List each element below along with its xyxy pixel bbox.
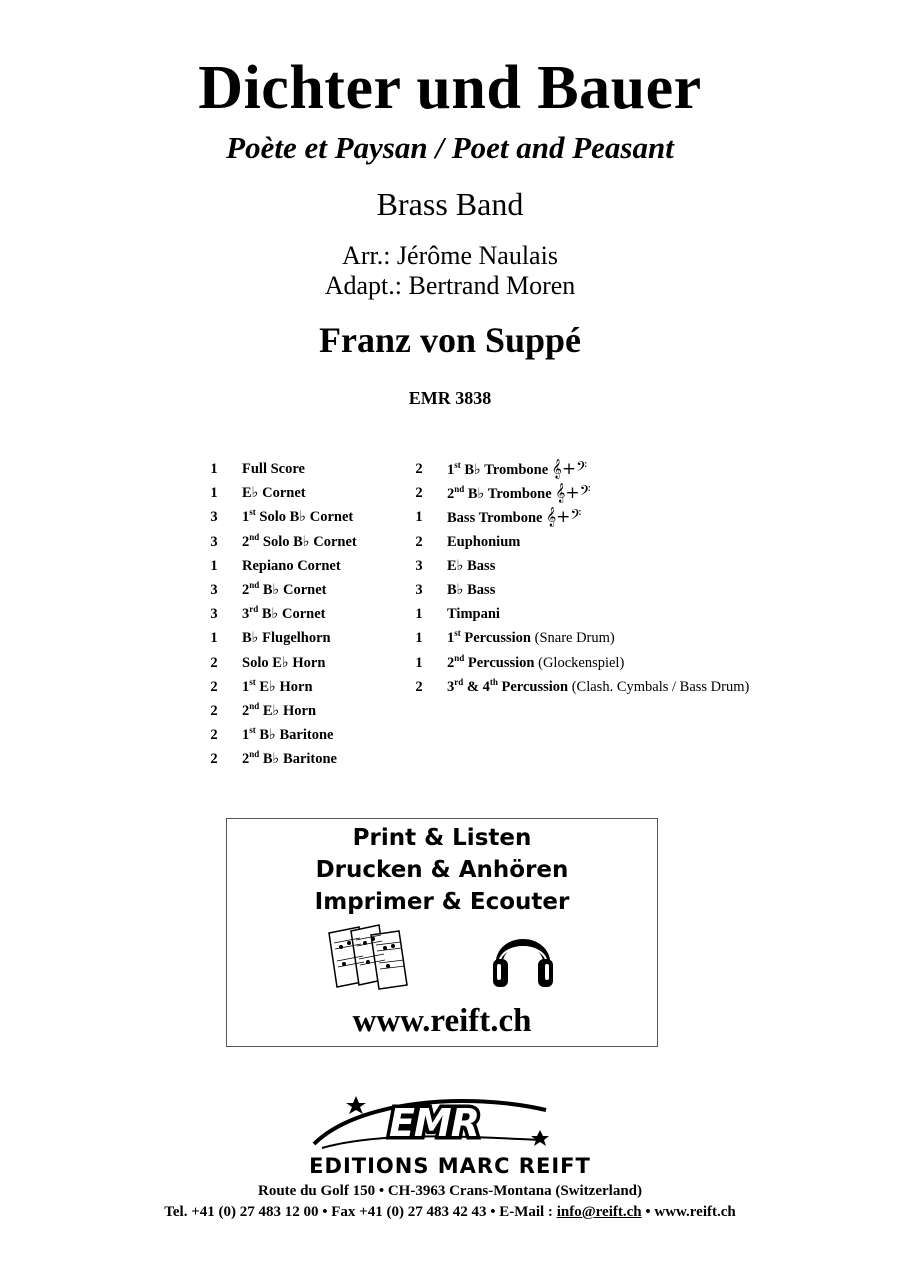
- publisher-address: Route du Golf 150 • CH-3963 Crans-Montana (Switzerland): [258, 1183, 642, 1199]
- part-quantity: 3: [415, 581, 423, 598]
- part-quantity: 1: [210, 557, 218, 574]
- part-ordinal-suffix: nd: [249, 579, 260, 590]
- part-name: [242, 457, 305, 481]
- adapter-credit: Adapt.: Bertrand Moren: [324, 271, 576, 300]
- part-ordinal-suffix: rd: [454, 676, 464, 687]
- part-quantity: 2: [415, 533, 423, 550]
- part-quantity: 2: [210, 654, 218, 671]
- part-name: [242, 626, 331, 650]
- promo-line-german: Drucken & Anhören: [315, 857, 569, 883]
- contact-website: • www.reift.ch: [641, 1204, 736, 1220]
- part-ordinal: 2: [242, 581, 250, 598]
- part-instrument: B♭ Baritone: [259, 727, 334, 744]
- part-instrument: Full Score: [242, 461, 305, 477]
- sheet-music-icon: [325, 923, 409, 993]
- promo-website-link[interactable]: www.reift.ch: [352, 1003, 532, 1039]
- part-note: (Snare Drum): [534, 630, 615, 647]
- part-ordinal-suffix: st: [249, 725, 256, 736]
- part-quantity: 2: [210, 678, 218, 695]
- part-ordinal-suffix: nd: [249, 700, 260, 711]
- part-ordinal: 1: [242, 509, 250, 526]
- part-quantity: 2: [210, 702, 218, 719]
- clef-icon: 𝄞+𝄢: [546, 507, 582, 528]
- part-ordinal: 4: [482, 678, 490, 695]
- print-listen-box: [226, 818, 658, 1047]
- part-ordinal: 2: [447, 654, 455, 671]
- part-quantity: 2: [210, 727, 218, 744]
- part-ordinal-suffix: st: [454, 460, 461, 470]
- clef-icon: 𝄞+𝄢: [555, 483, 591, 504]
- part-instrument: Solo B♭ Cornet: [262, 533, 357, 550]
- part-ordinal-suffix: nd: [454, 652, 465, 663]
- part-ordinal: 3: [447, 678, 455, 695]
- part-ordinal-suffix: st: [454, 628, 461, 639]
- part-name: 3rd & 4th Percussion (Clash. Cymbals / Bass Drum): [447, 676, 750, 695]
- part-instrument: E♭ Bass: [447, 557, 496, 574]
- part-ordinal: 2: [242, 533, 250, 550]
- arranger-credit: Arr.: Jérôme Naulais: [342, 241, 558, 270]
- emr-logo: [308, 1092, 558, 1154]
- promo-line-french: Imprimer & Ecouter: [314, 889, 570, 915]
- part-ordinal-suffix: rd: [249, 604, 259, 615]
- part-ordinal: 1: [242, 727, 250, 744]
- part-name: [242, 675, 313, 699]
- part-instrument: B♭ Cornet: [262, 581, 327, 598]
- ensemble-label: Brass Band: [376, 186, 524, 222]
- clef-icon: 𝄞+𝄢: [551, 459, 588, 479]
- part-name: [242, 651, 325, 675]
- publisher-name: EDITIONS MARC REIFT: [309, 1154, 591, 1178]
- part-ordinal-suffix: nd: [249, 749, 260, 760]
- part-name: [447, 651, 624, 675]
- part-instrument: B♭ Baritone: [262, 751, 337, 768]
- part-quantity: 1: [210, 461, 218, 477]
- part-name: [447, 554, 495, 578]
- part-ordinal: 2: [242, 702, 250, 719]
- part-quantity: 2: [415, 485, 423, 502]
- part-instrument: B♭ Flugelhorn: [242, 630, 331, 647]
- part-ordinal-suffix: st: [249, 676, 256, 687]
- part-instrument: B♭ Cornet: [261, 606, 326, 623]
- part-quantity: 1: [415, 654, 423, 671]
- part-quantity: 1: [415, 606, 423, 623]
- part-quantity: 3: [210, 533, 218, 550]
- part-quantity: 3: [210, 581, 218, 598]
- part-instrument: Solo B♭ Cornet: [259, 509, 354, 526]
- part-instrument: Repiano Cornet: [242, 557, 341, 574]
- part-ordinal: 2: [447, 486, 455, 503]
- part-ordinal: 3: [242, 606, 250, 623]
- part-quantity: 1: [415, 630, 423, 647]
- part-quantity: 2: [415, 678, 423, 695]
- part-name: [242, 602, 326, 626]
- part-quantity: 2: [210, 751, 218, 768]
- part-ordinal-suffix: nd: [249, 531, 260, 542]
- emr-logo-text: EMR: [388, 1101, 480, 1145]
- part-instrument: Timpani: [447, 606, 500, 623]
- part-instrument: E♭ Cornet: [242, 485, 306, 502]
- part-name: [242, 554, 341, 578]
- part-name: [447, 505, 581, 530]
- part-ordinal: 1: [447, 630, 455, 647]
- promo-line-english: Print & Listen: [352, 825, 532, 851]
- part-quantity: 1: [415, 509, 423, 526]
- part-instrument: E♭ Horn: [259, 678, 313, 695]
- part-ordinal-suffix: th: [489, 676, 498, 687]
- part-name: [242, 699, 316, 723]
- part-instrument: B♭ Trombone: [464, 462, 549, 478]
- part-note: (Clash. Cymbals / Bass Drum): [571, 678, 750, 695]
- contact-phone-fax: Tel. +41 (0) 27 483 12 00 • Fax +41 (0) 27 483 42 43 • E-Mail :: [164, 1204, 557, 1220]
- part-quantity: 2: [415, 461, 423, 477]
- part-ordinal: 1: [242, 678, 250, 695]
- headphones-icon: [491, 921, 555, 991]
- part-name: [242, 530, 357, 554]
- part-name: [447, 457, 587, 482]
- part-note: (Glockenspiel): [538, 654, 625, 671]
- part-quantity: 3: [415, 557, 423, 574]
- part-instrument: Euphonium: [447, 533, 521, 550]
- score-title: Dichter und Bauer: [198, 54, 702, 122]
- part-name: [447, 578, 495, 602]
- part-instrument: E♭ Horn: [262, 702, 317, 719]
- catalog-number: EMR 3838: [408, 388, 492, 408]
- part-name: [447, 626, 615, 650]
- part-quantity: 1: [210, 630, 218, 647]
- publisher-contact: [0, 1201, 900, 1223]
- part-ordinal-suffix: nd: [454, 484, 465, 495]
- part-name: [447, 481, 591, 506]
- part-instrument: Percussion: [501, 678, 569, 695]
- part-instrument: Percussion: [467, 654, 535, 671]
- part-instrument: B♭ Bass: [447, 581, 496, 598]
- part-quantity: 3: [210, 606, 218, 623]
- contact-email-link[interactable]: info@reift.ch: [556, 1204, 642, 1220]
- part-name: [242, 578, 327, 602]
- part-instrument: B♭ Trombone: [467, 486, 552, 503]
- part-ordinal: 1: [447, 462, 455, 478]
- part-name: [242, 481, 306, 505]
- part-instrument: Solo E♭ Horn: [242, 654, 326, 671]
- part-name: [447, 602, 500, 626]
- part-instrument: Bass Trombone: [447, 510, 543, 527]
- part-name: [242, 747, 337, 771]
- part-name: [242, 505, 353, 529]
- part-ordinal-suffix: st: [249, 507, 256, 518]
- part-quantity: 3: [210, 509, 218, 526]
- part-name: [447, 530, 520, 554]
- composer-name: Franz von Suppé: [318, 320, 582, 360]
- part-ordinal: 2: [242, 751, 250, 768]
- part-name: [242, 723, 333, 747]
- part-instrument: Percussion: [464, 630, 531, 647]
- score-subtitle: Poète et Paysan / Poet and Peasant: [226, 130, 674, 165]
- part-quantity: 1: [210, 485, 218, 502]
